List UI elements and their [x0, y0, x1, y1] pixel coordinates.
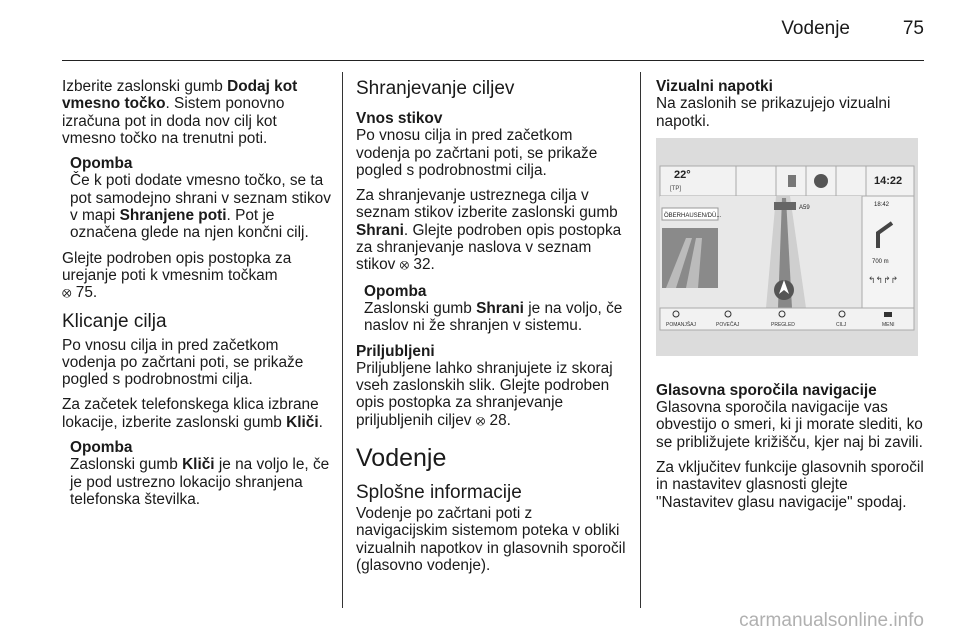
section-heading: Shranjevanje ciljev: [356, 78, 515, 99]
paragraph: Glasovna sporočila navigacije vas obvestijo o smeri, ki ji morate slediti, ko se približujete križišču, kjer naj bi zavili.: [656, 399, 923, 451]
temperature: 22°: [674, 168, 691, 181]
column-divider-1: [342, 72, 343, 608]
paragraph: Vodenje po začrtani poti z navigacijskim sistemom poteka v obliki vizualnih napotkov in glasovnih sporočil (glasovno vodenje).: [356, 505, 626, 574]
note-label: Opomba: [70, 155, 133, 173]
lane-arrows-icon: ↰↰↱↱: [868, 274, 899, 285]
paragraph: Izberite zaslonski gumb Dodaj kot vmesno točko. Sistem ponovno izračuna pot in doda nov cilj kot vmesno točko na trenutni poti.: [62, 78, 298, 147]
navigation-screen-image: [656, 138, 918, 356]
subsection-heading: Vizualni napotki: [656, 78, 773, 95]
page-ref-icon: ⭙: [399, 258, 410, 273]
column-3: [656, 78, 924, 519]
distance: 700 m: [872, 258, 889, 265]
note: Opomba Če k poti dodate vmesno točko, se ta pot samodejno shrani v seznam stikov v mapi Shranjene poti. Pot je označena glede na njen končni cilj.: [70, 155, 331, 242]
page-number: 75: [902, 18, 924, 39]
note-label: Opomba: [70, 439, 133, 457]
watermark: carmanualsonline.info: [739, 610, 924, 631]
clock: 14:22: [874, 174, 903, 187]
paragraph: Po vnosu cilja in pred začetkom vodenja po začrtani poti, se prikaže pogled s podrobnostmi cilja.: [62, 336, 304, 389]
tp-label: [TP]: [670, 185, 682, 192]
page-header-title: Vodenje: [781, 18, 850, 39]
page-ref[interactable]: 28.: [489, 411, 511, 429]
page-ref-icon: ⭙: [475, 413, 486, 428]
section-heading: Klicanje cilja: [62, 310, 167, 332]
note-label: Opomba: [364, 282, 427, 300]
destination-button[interactable]: CILJ: [836, 321, 847, 328]
chapter-heading: Vodenje: [356, 444, 447, 473]
subsection-heading: Priljubljeni: [356, 342, 435, 360]
paragraph: Glejte podroben opis postopka za urejanje poti k vmesnim točkam ⭙ 75.: [62, 249, 292, 302]
column-1: [62, 78, 332, 516]
navigation-screen-illustration: [656, 138, 918, 356]
info-icon: [814, 174, 828, 188]
menu-icon: [884, 312, 892, 317]
zoom-out-button[interactable]: POMANJŠAJ: [666, 321, 697, 328]
paragraph: Za vključitev funkcije glasovnih sporočil in nastavitev glasnosti glejte "Nastavitev glasu navigacije" spodaj.: [656, 459, 924, 511]
page-ref[interactable]: 32.: [413, 256, 435, 274]
eta: 18:42: [874, 201, 890, 208]
note: Opomba Zaslonski gumb Kliči je na voljo le, če je pod ustrezno lokacijo shranjena telefonska številka.: [70, 439, 332, 508]
header-rule: [62, 60, 924, 61]
column-divider-2: [640, 72, 641, 608]
phone-icon: [788, 175, 796, 187]
section-heading: Splošne informacije: [356, 482, 522, 504]
destination-label: ÖBERHAUSEN/DÜ...: [664, 212, 722, 219]
paragraph: Priljubljene lahko shranjujete iz skoraj vseh zaslonskih slik. Glejte podroben opis postopka za shranjevanje priljubljenih ciljev ⭙ 28.: [356, 359, 613, 429]
paragraph: Na zaslonih se prikazujejo vizualni napotki.: [656, 95, 891, 130]
subsection-heading: Vnos stikov: [356, 110, 443, 127]
page-ref[interactable]: 75.: [75, 284, 98, 302]
paragraph: Za začetek telefonskega klica izbrane lokacije, izberite zaslonski gumb Kliči.: [62, 396, 323, 431]
zoom-in-button[interactable]: POVEČAJ: [716, 321, 740, 328]
paragraph: Za shranjevanje ustreznega cilja v seznam stikov izberite zaslonski gumb Shrani. Glejte podroben opis postopka za shranjevanje naslova v seznam stikov ⭙ 32.: [356, 187, 622, 274]
note: Opomba Zaslonski gumb Shrani je na voljo, če naslov ni že shranjen v sistemu.: [364, 283, 626, 335]
menu-button[interactable]: MENI: [882, 321, 895, 328]
overview-button[interactable]: PREGLED: [771, 321, 795, 328]
page-ref-icon: ⭙: [62, 286, 72, 301]
subsection-heading: Glasovna sporočila navigacije: [656, 381, 877, 399]
column-2: [356, 78, 626, 582]
paragraph: Po vnosu cilja in pred začetkom vodenja po začrtani poti, se prikaže pogled s podrobnostmi cilja.: [356, 127, 598, 179]
road-label: A59: [799, 204, 810, 211]
